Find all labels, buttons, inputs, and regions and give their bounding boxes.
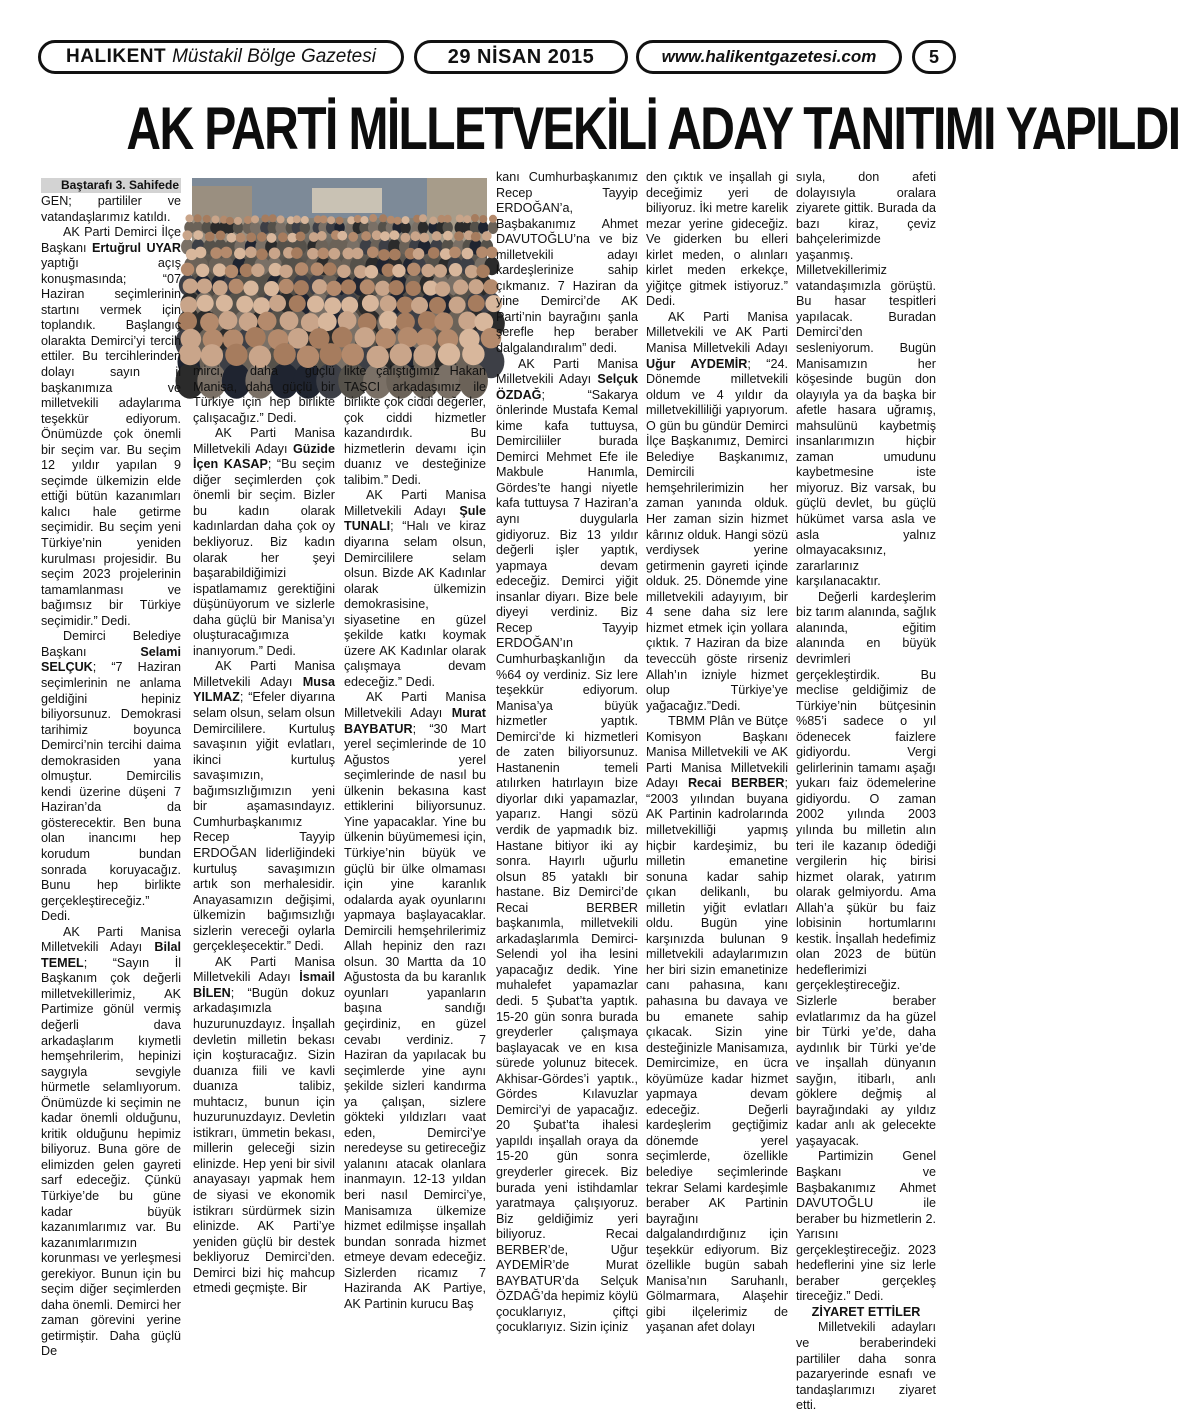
article-paragraph: AK Parti Manisa Milletvekili Adayı Şule TUNALI; “Halı ve kiraz diyarına selam olsun, Demircililere selam olsun. Bizde AK Kadınlar olarak ülkemizin demokrasisine, siyasetine en güzel şekilde katkı koymak üzere AK Kadınlar olarak çalışmaya devam edeceğiz.” Dedi.	[344, 488, 486, 689]
crowd-photo	[192, 178, 487, 358]
article-paragraph: Milletvekili adayları ve beraberindeki partililer daha sonra pazaryerinde esnafı ve tandaşlarımızı ziyaret etti.	[796, 1320, 936, 1413]
article-paragraph: AK Parti Demirci İlçe Başkanı Ertuğrul UYAR yaptığı açış konuşmasında; “07 Haziran seçimlerinin startını vermek için toplandık. Başlangıç olarakta Demirci’yi tercih ettiler. Bu tercihlerinden dolayı sayın il başkanımıza ve milletvekili adaylarıma teşekkür ediyorum. Önümüzde çok önemli bir seçim var. Bu seçim 12 yıldır yapılan 9 seçimde ülkemizin elde ettiği bütün kazanımları kalıcı hale getirme seçimidir. Bu seçim yeni Türkiye’nin yeniden kurulması projesidir. Bu seçim 2023 projelerinin tamamlanması ve bağımsız bir Türkiye seçimidir.” Dedi.	[41, 225, 181, 628]
article-column-4	[496, 170, 638, 1335]
article-column-1	[41, 178, 181, 1359]
article-paragraph: Değerli kardeşlerim biz tarım alanında, sağlık alanında, eğitim alanında en büyük devrimleri gerçekleştirdik. Bu meclise geldiğimiz de Türkiye’nin bütçesinin %85’i sadece o yıl ödenecek faizlere gidiyordu. Vergi gelirlerinin tamamı aşağı yukarı faiz ödemelerine gidiyordu. O zaman 2002 yılında 2003 yılında bu milletin alın teri ile kazanıp ödediği vergilerin hiç birisi hizmet olarak, yatırım olarak gelmiyordu. Ama Allah’a şükür bu faiz lobisinin hortumlarını kestik. İnşallah hedefimiz olan 2023 de bütün hedeflerimizi gerçekleştireceğiz. Sizlerle beraber evlatlarımız da ha güzel bir Türki ye’de, daha aydınlık bir Türki ye’de ve inşallah dünyanın sayğın, itibarlı, anlı göklere değmiş al bayrağındaki ay yıldız kadar anlı ak gelecekte yaşayacak.	[796, 589, 937, 1148]
article-paragraph: den çıktık ve inşallah gi deceğimiz yeri de biliyoruz. İki metre karelik mezar yerine gideceğiz. Ve giderken bu elleri kirlet meden, o alınları kirlet meden erkekçe, yiğitçe gitmek istiyoruz.” Dedi.	[646, 170, 788, 309]
article-paragraph: AK Parti Manisa Milletvekili Adayı Güzide İçen KASAP; “Bu seçim diğer seçimlerden çok önemli bir seçim. Bizler bu kadın olarak kadınlardan daha çok oy bekliyoruz. Biz kadın olarak her şeyi başarabildiğimizi ispatlamamız gerektiğini düşünüyorum ve sizlerle daha güçlü bir Manisa’yı oluşturacağımıza inanıyorum.” Dedi.	[193, 426, 335, 658]
article-paragraph: AK Parti Manisa Milletvekili Adayı Musa YILMAZ; “Efeler diyarına selam olsun, selam olsun Demircililere. Kurtuluş savaşının yiğit evlatları, ikinci kurtuluş savaşımızın, bağımsızlığımızın yeni bir aşamasındayız. Cumhurbaşkanımız Recep Tayyip ERDOĞAN liderliğindeki kurtuluş savaşımızın artık son merhalesidir. Anayasamızın değişimi, ülkemizin bağımsızlığı sizlerin vereceği oylarla gerçekleşecektir.” Dedi.	[193, 659, 335, 954]
speaker-name: Selçuk ÖZDAĞ	[496, 372, 638, 402]
speaker-name: Güzide İçen KASAP	[193, 441, 335, 472]
article-paragraph: AK Parti Manisa Milletvekili Adayı İsmail BİLEN; “Bugün dokuz arkadaşımızla huzurunuzdayız. İnşallah devletin milletin bekası için koşturacağız. Sizin duanıza fiili ve kavli duanıza talibiz, muhtacız, bunun için huzurunuzdayız. Devletin istikrarı, ümmetin bekası, millerin geleceği sizin elinizde. Hep yeni bir sivil anayasayı yapmak hem de siyasi ve ekonomik istikrarı sürdürmek sizin elinizde. AK Parti’ye yeniden güçlü bir destek bekliyoruz Demirci’den. Demirci bizi hiç mahcup etmedi geçmişte. Bir	[193, 954, 335, 1296]
article-paragraph: GEN; partililer ve vatandaşlarımız katıldı.	[41, 194, 181, 224]
article-paragraph: Partimizin Genel Başkanı ve Başbakanımız Ahmet DAVUTOĞLU ile beraber bu hizmetlerin 2. Yarısını gerçekleştireceğiz. 2023 hedeflerini yine siz lerle beraber gerçekleş tireceğiz.” Dedi.	[796, 1149, 936, 1304]
article-paragraph: AK Parti Manisa Milletvekili Adayı Selçuk ÖZDAĞ; “Sakarya önlerinde Mustafa Kemal kime kafa tuttuysa, Demirciliiler burada Demirci Mehmet Efe ile Makbule Hanımla, Gördes’te hangi niyetle kafa tuttuysa 7 Haziran’a aynı duygularla gidiyoruz. Biz 13 yıldır değerli işler yaptık, yapmaya devam edeceğiz. Demirci yiğit insanlar diyarı. Bize bele diyeyi verdiniz. Biz Recep Tayyip ERDOĞAN’ın Cumhurbaşkanlığın da %64 oy verdiniz. Siz lere teşekkür ediyorum. Manisa’ya büyük hizmetler yaptık. Demirci’de ki hizmetleri de zaten biliyorsunuz. Hastanenin temeli atılırken hatırlayın bize diyorlar dıki yapamazlar, yaparız. Hangi sözü verdik de yapmadık biz. Hastane bitiyor iki ay sonra. Hayırlı uğurlu olsun 85 yataklı bir hastane. Biz Demirci’de Recai BERBER başkanımla, milletvekili arkadaşlarımla Demirci-Selendi yol iha lesini yapacağız dedik. Yine muhalefet yapamazlar dedi. 5 Şubat’ta yaptık. 15-20 gün sonra burada greyderler çalışmaya başlayacak ve en kısa sürede yolunuz bitecek. Akhisar-Gördes’i yaptık., Gördes Kılavuzlar Demirci’yi de yapacağız. 20 Şubat’ta ihalesi yapıldı inşallah oraya da 15-20 gün sonra greyderler girecek. Biz burada yeni istihdamlar yaratmaya çalışıyoruz. Biz geldiğimiz yeri biliyoruz. Recai BERBER’de, Uğur AYDEMİR’de Murat BAYBATUR’da Selçuk ÖZDAĞ’da hepimiz köylü çocuklarıyız, çiftçi çocuklarıyız. Sizin içiniz	[496, 356, 638, 1335]
section-subheading: ZİYARET ETTİLER	[811, 1304, 921, 1319]
article-paragraph: likte çalıştığımız Hakan TAŞCI arkadaşımız ile birlikte çok ciddi değerler, çok ciddi hizmetler kazandırdık. Bu hizmetlerin devamı için duanız ve desteğinize talibim.” Dedi.	[344, 364, 486, 487]
article-column-2	[193, 364, 335, 1319]
article-paragraph: sıyla, don afeti dolayısıyla oralara ziyarete gittik. Burada da bazı kiraz, çeviz bahçelerimizde yaşanmış. Milletvekillerimiz vatandaşımızla görüştü. Bu hasar tespitleri yapılacak. Buradan Demirci’den sesleniyorum. Bugün Manisamızın her köşesinde bugün don olayıyla ya da başka bir afetle hasara uğramış, mahsulünü kaybetmiş insanlarımızın hiçbir zaman umudunu kaybetmesine iste miyoruz. Biz varsak, bu güçlü devlet, bu güçlü hükümet varsa asla ve asla yalnız olmayacaksınız, zararlarınız karşılanacaktır.	[796, 170, 936, 589]
crowd-photo-icon	[192, 178, 487, 358]
speaker-name: Ertuğrul UYAR	[92, 240, 181, 255]
speaker-name: Uğur AYDEMİR	[646, 356, 748, 371]
newspaper-brand	[38, 40, 404, 74]
article-paragraph: AK Parti Manisa Milletvekili ve AK Parti Manisa Milletvekili Adayı Uğur AYDEMİR; “24. Dönemde milletvekili oldum ve 4 yıldır da milletvekilliliği yapıyorum. O gün bu gündür Demirci İlçe Başkanımız, Demirci Belediye Başkanımız, Demircili hemşehrilerimizin her zaman yanında olduk. Her zaman sizin hizmet kârınız olduk. Hangi sözü verdiysek yerine getirmenin gayreti içinde olduk. 25. Dönemde yine milletvekili adayıyım, bir 4 sene daha siz lere hizmet etmek için yollara çıktık. 7 Haziran da bize teveccüh göste rirseniz Allah’ın izniyle hizmet olup Türkiye’ye yağacağız.”Dedi.	[646, 309, 788, 713]
website-link[interactable]: www.halikentgazetesi.com	[636, 40, 902, 74]
article-paragraph: kanı Cumhurbaşkanımız Recep Tayyip ERDOĞAN’a, Başbakanımız Ahmet DAVUTOĞLU’na ve biz milletvekili adayı kardeşlerinize sahip çıkmanız. 7 Haziran da yine Demirci’de AK Parti’nin bayrağını şanla şerefle hep beraber dalgalandıralım” dedi.	[496, 170, 638, 356]
masthead-bar	[38, 40, 938, 74]
speaker-name: Bilal TEMEL	[41, 940, 181, 970]
article-paragraph: AK Parti Manisa Milletvekili Adayı Bilal TEMEL; “Sayın İl Başkanım çok değerli milletvekillerimiz, AK Partimize gönül vermiş değerli dava arkadaşlarım kıymetli hemşehrilerim, hepinizi saygıyla sevgiyle hürmetle selamlıyorum. Önümüzde ki seçimin ne kadar önemli olduğunu, kritik olduğunu hepimiz biliyoruz. Buna göre de elimizden gelen gayreti sarf edeceğiz. Çünkü Türkiye’de bu güne kadar büyük kazanımlarımız var. Bu kazanımlarımızın korunması ve yerleşmesi gerekiyor. Bunun için bu seçim diğer seçimlerden daha önemli. Demirci her zaman görevini yerine getirmiştir. Daha güçlü De	[41, 924, 181, 1359]
article-paragraph: Demirci Belediye Başkanı Selami SELÇUK; “7 Haziran seçimlerinin ne anlama geldiğini hepiniz biliyorsunuz. Demokrasi tarihimiz boyunca Demirci’nin tercihi daima demokrasiden yana olmuştur. Demircilis kendi üzerine düşeni 7 Haziran’da da gösterecektir. Ben buna olan inancımı hep korudum bundan sonrada koruyacağız. Bunu hep birlikte gerçekleştireceğiz.” Dedi.	[41, 629, 181, 924]
speaker-name: Murat BAYBATUR	[344, 706, 486, 736]
article-paragraph: AK Parti Manisa Milletvekili Adayı Murat BAYBATUR; “30 Mart yerel seçimlerinde de 10 Ağustos yerel seçimlerinde de nasıl bu ülkenin bekasına kast ettiklerini biliyorsunuz. Yine yapacaklar. Yine bu ülkenin büyümemesi için, Türkiye’nin büyük ve güçlü bir ülke olmaması için yine karanlık odalarda ayak oyunlarını yapmaya başlayacaklar. Demircili hemşehrilerimiz Allah hepiniz den razı olsun. 30 Martta da 10 Ağustosta da bu karanlık oyunları yapanların başına sandığı geçirdiniz, en güzel cevabı verdiniz. 7 Haziran da yapılacak bu seçimlerde yine aynı şekilde sizleri kandırma ya çalışan, sizlere gökteki yıldızları vaat eden, Demirci’ye neredeyse su getireceğiz yalanını atacak olanlara inanmayın. 12-13 yıldan beri nasıl Demirci’ye, Manisamıza ülkemize hizmet edilmişse inşallah bundan sonrada hizmet etmeye devam edeceğiz. Sizlerden ricamız 7 Haziranda AK Partiye, AK Partinin kurucu Baş	[344, 690, 486, 1311]
article-column-6	[796, 170, 937, 1413]
article-paragraph: mirci, daha güçlü Manisa, daha güçlü bir Türkiye için hep birlikte çalışacağız.” Dedi.	[193, 364, 335, 425]
speaker-name: Recai BERBER	[687, 776, 785, 791]
speaker-name: Selami SELÇUK	[41, 644, 181, 675]
issue-date: 29 NİSAN 2015	[414, 40, 628, 74]
speaker-name: Şule TUNALI	[344, 503, 486, 534]
brand-name: HALIKENT	[66, 46, 167, 67]
brand-subtitle: Müstakil Bölge Gazetesi	[172, 46, 376, 67]
speaker-name: İsmail BİLEN	[193, 970, 335, 1000]
article-column-3	[344, 364, 486, 1319]
article-paragraph: TBMM Plân ve Bütçe Komisyon Başkanı Manisa Milletvekili ve AK Parti Manisa Milletvekili Adayı Recai BERBER; “2003 yılından buyana AK Partinin kadrolarında milletvekilliği yapmış hiçbir kardeşimiz, bu milletin emanetine sonuna kadar sahip çıkan delikanlı, bu milletin yiğit evlatları oldu. Bugün yine karşınızda bulunan 9 milletvekili adaylarımızın her biri sizin emanetinize canı pahasına, kanı pahasına bu davaya ve bu emanete sahip çıkacak. Sizin yine desteğinizle Manisamıza, Demircimize, en ücra köyümüze kadar hizmet yapmaya devam edeceğiz. Değerli kardeşlerim geçtiğimiz dönemde yerel seçimlerde, özellikle belediye seçimlerinde tekrar Selami kardeşimle beraber AK Partinin bayrağını dalgalandırdığınız için teşekkür ediyorum. Biz özellikle bugün sabah Manisa’nın Saruhanlı, Gölmarmara, Alaşehir gibi ilçelerimiz de yaşanan afet dolayı	[646, 714, 788, 1335]
article-headline: AK PARTİ MİLLETVEKİLİ ADAY TANITIMI YAPILDI	[126, 95, 1179, 162]
speaker-name: Musa YILMAZ	[193, 674, 335, 705]
page-number: 5	[912, 40, 956, 74]
continued-from-label: Baştarafı 3. Sahifede	[41, 178, 181, 193]
article-column-5	[646, 170, 788, 1335]
